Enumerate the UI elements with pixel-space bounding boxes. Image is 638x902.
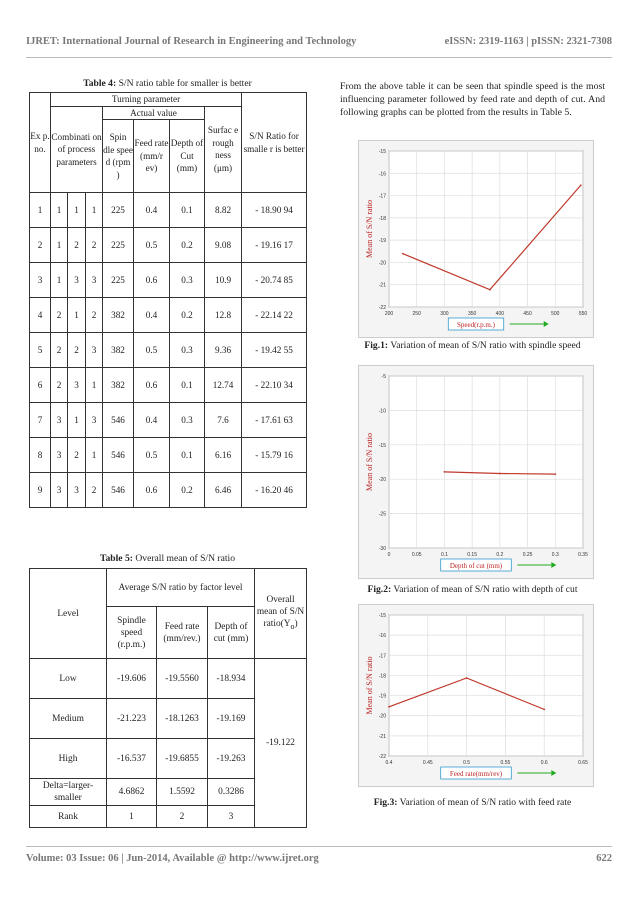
t4-cell-sn: - 22.10 34 <box>242 368 307 403</box>
data-point <box>499 473 501 475</box>
x-tick-label: 300 <box>440 311 449 317</box>
plot-area <box>389 376 583 548</box>
y-tick-label: -10 <box>378 408 386 415</box>
t4-cell-c3: 3 <box>86 333 103 368</box>
y-tick-label: -17 <box>378 193 386 200</box>
t4-cell-feed: 0.4 <box>134 193 170 228</box>
t4-cell-ra: 7.6 <box>205 403 242 438</box>
t4-cell-no: 4 <box>30 298 51 333</box>
x-tick-label: 0.45 <box>422 760 433 766</box>
t4-cell-c2: 3 <box>68 368 86 403</box>
x-tick-label: 0.3 <box>551 552 559 558</box>
table4 <box>29 92 307 508</box>
t5-h-feed: Feed rate (mm/rev.) <box>157 607 208 659</box>
y-tick-label: -30 <box>378 546 386 552</box>
t4-cell-sn: - 16.20 46 <box>242 473 307 508</box>
x-tick-label: 500 <box>551 311 560 317</box>
t5-h-spindle: Spindle speed (r.p.m.) <box>107 607 157 659</box>
arrow-head-icon <box>551 770 556 776</box>
t4-cell-feed: 0.5 <box>134 333 170 368</box>
t4-cell-feed: 0.5 <box>134 438 170 473</box>
x-tick-label: 350 <box>467 311 477 317</box>
t4-cell-sn: - 19.16 17 <box>242 228 307 263</box>
t4-cell-feed: 0.5 <box>134 228 170 263</box>
t4-cell-no: 2 <box>30 228 51 263</box>
figure-3-caption: Fig.3: Variation of mean of S/N ratio with feed rate <box>373 797 572 808</box>
t4-cell-no: 7 <box>30 403 51 438</box>
y-tick-label: -21 <box>378 282 386 289</box>
t4-cell-no: 3 <box>30 263 51 298</box>
t4-cell-sn: - 15.79 16 <box>242 438 307 473</box>
x-tick-label: 0.5 <box>463 760 471 766</box>
t4-cell-c1: 2 <box>51 298 68 333</box>
t5-cell-spindle: 1 <box>107 806 157 828</box>
chart-feed-rate <box>359 605 593 786</box>
t4-cell-depth: 0.2 <box>170 298 205 333</box>
y-tick-label: -20 <box>378 260 386 267</box>
t5-cell-spindle: -21.223 <box>107 699 157 739</box>
t5-h-overall: Overall mean of S/N $ratio(Y_o)$ <box>255 569 307 659</box>
t4-h-actual: Actual value <box>103 106 205 120</box>
y-tick-label: -25 <box>378 511 386 518</box>
t4-cell-no: 6 <box>30 368 51 403</box>
page-footer <box>26 853 612 864</box>
y-axis-label: Mean of S/N ratio <box>365 200 374 258</box>
table-row <box>30 333 307 368</box>
table-row <box>30 473 307 508</box>
table-row <box>30 368 307 403</box>
t5-cell-level: Low <box>30 659 107 699</box>
y-tick-label: -15 <box>378 613 386 619</box>
table-row <box>30 403 307 438</box>
t4-cell-c2: 3 <box>68 263 86 298</box>
t4-cell-c2: 2 <box>68 228 86 263</box>
x-tick-label: 0.15 <box>467 552 478 558</box>
table4-caption: Table 4: S/N ratio table for smaller is better <box>83 78 252 89</box>
figure-2-caption: Fig.2: Variation of mean of S/N ratio with depth of cut <box>367 584 578 595</box>
data-point <box>489 289 491 291</box>
t4-cell-sn: - 17.61 63 <box>242 403 307 438</box>
t5-cell-feed: 2 <box>157 806 208 828</box>
t4-cell-sn: - 19.42 55 <box>242 333 307 368</box>
table-row <box>30 438 307 473</box>
t5-cell-spindle: -16.537 <box>107 739 157 779</box>
table-row <box>30 228 307 263</box>
t4-cell-sn: - 20.74 85 <box>242 263 307 298</box>
t4-cell-c1: 1 <box>51 193 68 228</box>
t4-h-surface: Surfac e rough ness (μm) <box>205 106 242 193</box>
y-tick-label: -20 <box>378 713 386 720</box>
t4-cell-c1: 3 <box>51 438 68 473</box>
y-tick-label: -22 <box>378 754 386 760</box>
t4-cell-feed: 0.4 <box>134 403 170 438</box>
t4-cell-feed: 0.6 <box>134 368 170 403</box>
figure-1-caption: Fig.1: Variation of mean of S/N ratio with spindle speed <box>364 340 581 351</box>
t4-cell-no: 5 <box>30 333 51 368</box>
t4-cell-depth: 0.3 <box>170 263 205 298</box>
t4-cell-c1: 1 <box>51 228 68 263</box>
t4-cell-speed: 546 <box>103 473 134 508</box>
y-tick-label: -17 <box>378 653 386 660</box>
body-paragraph: From the above table it can be seen that spindle speed is the most influencing parameter followed by feed rate and depth of cut. And following graphs can be plotted from the results in Table 5. <box>340 81 605 119</box>
t4-cell-depth: 0.2 <box>170 228 205 263</box>
table5-caption: Table 5: Overall mean of S/N ratio <box>99 553 235 564</box>
t5-h-depth: Depth of cut (mm) <box>208 607 255 659</box>
x-tick-label: 0 <box>387 552 391 558</box>
t5-cell-depth: -18.934 <box>208 659 255 699</box>
table-row <box>30 659 307 699</box>
t5-cell-depth: -19.169 <box>208 699 255 739</box>
t4-cell-speed: 225 <box>103 263 134 298</box>
t4-cell-c1: 2 <box>51 333 68 368</box>
t5-cell-depth: 0.3286 <box>208 779 255 806</box>
footer-rule <box>26 846 612 847</box>
t5-overall-value: -19.122 <box>255 659 307 828</box>
t4-cell-c2: 1 <box>68 403 86 438</box>
t5-cell-feed: -19.5560 <box>157 659 208 699</box>
page-header <box>26 36 612 47</box>
figure-2 <box>358 365 594 579</box>
x-tick-label: 450 <box>523 311 532 317</box>
t4-cell-depth: 0.2 <box>170 473 205 508</box>
y-tick-label: -19 <box>378 693 386 700</box>
t4-cell-ra: 10.9 <box>205 263 242 298</box>
t4-cell-c3: 2 <box>86 228 103 263</box>
t4-cell-speed: 382 <box>103 333 134 368</box>
x-axis-label: Feed rate(mm/rev) <box>449 770 503 778</box>
chart-spindle-speed <box>359 141 593 337</box>
y-tick-label: -21 <box>378 733 386 740</box>
t4-cell-c3: 2 <box>86 473 103 508</box>
t4-cell-speed: 225 <box>103 228 134 263</box>
journal-name: IJRET: International Journal of Research in Engineering and Technology <box>26 36 357 47</box>
t5-h-avg: Average S/N ratio by factor level <box>107 569 255 607</box>
t4-cell-sn: - 22.14 22 <box>242 298 307 333</box>
t4-h-spindle: Spin dle spee d (rpm ) <box>103 120 134 193</box>
y-axis-label: Mean of S/N ratio <box>365 656 374 715</box>
y-tick-label: -18 <box>378 673 386 680</box>
plot-area <box>389 151 583 307</box>
figure-1 <box>358 140 594 338</box>
t4-cell-speed: 382 <box>103 298 134 333</box>
t5-cell-level: Delta=larger-smaller <box>30 779 107 806</box>
arrow-head-icon <box>544 321 549 327</box>
t4-cell-c1: 3 <box>51 473 68 508</box>
t4-cell-c3: 2 <box>86 298 103 333</box>
y-axis-label: Mean of S/N ratio <box>365 433 374 491</box>
y-tick-label: -20 <box>378 477 386 484</box>
t4-cell-ra: 9.08 <box>205 228 242 263</box>
t4-cell-c2: 2 <box>68 333 86 368</box>
t4-cell-no: 1 <box>30 193 51 228</box>
x-tick-label: 550 <box>578 311 588 317</box>
x-tick-label: 0.4 <box>385 760 393 766</box>
t4-cell-c3: 1 <box>86 438 103 473</box>
t4-cell-depth: 0.3 <box>170 333 205 368</box>
data-point <box>466 677 468 679</box>
figure-3 <box>358 604 594 787</box>
t4-cell-feed: 0.6 <box>134 473 170 508</box>
y-tick-label: -16 <box>378 633 386 640</box>
data-point <box>554 473 556 475</box>
table5 <box>29 568 307 828</box>
table-row <box>30 298 307 333</box>
x-tick-label: 0.2 <box>496 552 504 558</box>
data-point <box>388 706 390 708</box>
x-tick-label: 0.65 <box>578 760 588 766</box>
header-rule <box>26 57 612 58</box>
t4-cell-c3: 3 <box>86 263 103 298</box>
t4-cell-c2: 2 <box>68 438 86 473</box>
page-number: 622 <box>596 853 612 864</box>
x-tick-label: 0.1 <box>440 552 448 558</box>
x-axis-label: Speed(r.p.m.) <box>457 321 495 329</box>
x-tick-label: 250 <box>412 311 421 317</box>
t5-cell-feed: -19.6855 <box>157 739 208 779</box>
t4-cell-sn: - 18.90 94 <box>242 193 307 228</box>
x-tick-label: 400 <box>495 311 505 317</box>
chart-depth-of-cut <box>359 366 593 578</box>
t4-h-turning: Turning parameter <box>51 93 242 107</box>
y-tick-label: -16 <box>378 171 386 178</box>
t4-cell-depth: 0.1 <box>170 368 205 403</box>
t4-cell-ra: 12.74 <box>205 368 242 403</box>
t4-cell-c2: 1 <box>68 298 86 333</box>
t5-cell-depth: 3 <box>208 806 255 828</box>
table-row <box>30 193 307 228</box>
x-tick-label: 0.6 <box>540 760 548 766</box>
y-tick-label: -18 <box>378 215 386 222</box>
t5-cell-spindle: 4.6862 <box>107 779 157 806</box>
t4-cell-c1: 1 <box>51 263 68 298</box>
t5-cell-level: High <box>30 739 107 779</box>
t4-cell-ra: 12.8 <box>205 298 242 333</box>
t4-h-depth: Depth of Cut (mm) <box>170 120 205 193</box>
t4-cell-speed: 382 <box>103 368 134 403</box>
t4-cell-c2: 3 <box>68 473 86 508</box>
y-tick-label: -15 <box>378 149 386 155</box>
t5-cell-level: Medium <box>30 699 107 739</box>
footer-volume: Volume: 03 Issue: 06 | Jun-2014, Available @ http://www.ijret.org <box>26 853 319 864</box>
t4-cell-ra: 6.16 <box>205 438 242 473</box>
t4-cell-ra: 9.36 <box>205 333 242 368</box>
t4-cell-c3: 1 <box>86 193 103 228</box>
t4-cell-depth: 0.1 <box>170 193 205 228</box>
x-tick-label: 0.05 <box>411 552 422 558</box>
data-point <box>402 253 404 255</box>
t4-h-sn: S/N Ratio for smalle r is better <box>242 93 307 193</box>
t4-h-comb: Combinati on of process parameters <box>51 106 103 193</box>
t4-h-feed: Feed rate (mm/r ev) <box>134 120 170 193</box>
y-tick-label: -15 <box>378 442 386 449</box>
t4-cell-c1: 2 <box>51 368 68 403</box>
t5-cell-level: Rank <box>30 806 107 828</box>
x-tick-label: 200 <box>384 311 394 317</box>
t4-cell-no: 8 <box>30 438 51 473</box>
t5-cell-feed: -18.1263 <box>157 699 208 739</box>
data-point <box>543 708 545 710</box>
t4-cell-c1: 3 <box>51 403 68 438</box>
t4-cell-ra: 6.46 <box>205 473 242 508</box>
table-row <box>30 263 307 298</box>
x-tick-label: 0.55 <box>500 760 511 766</box>
t5-cell-depth: -19.263 <box>208 739 255 779</box>
y-tick-label: -22 <box>378 305 386 311</box>
t4-cell-speed: 225 <box>103 193 134 228</box>
arrow-head-icon <box>551 562 556 568</box>
t4-cell-speed: 546 <box>103 403 134 438</box>
y-tick-label: -5 <box>381 374 386 380</box>
y-tick-label: -19 <box>378 238 386 245</box>
data-point <box>444 471 446 473</box>
x-axis-label: Depth of cut (mm) <box>449 562 503 570</box>
t5-h-level: Level <box>30 569 107 659</box>
t4-h-exp: Ex p. no. <box>30 93 51 193</box>
t4-cell-speed: 546 <box>103 438 134 473</box>
data-point <box>580 184 582 186</box>
x-tick-label: 0.35 <box>578 552 588 558</box>
x-tick-label: 0.25 <box>522 552 533 558</box>
t4-cell-feed: 0.4 <box>134 298 170 333</box>
t5-cell-feed: 1.5592 <box>157 779 208 806</box>
t4-cell-ra: 8.82 <box>205 193 242 228</box>
t4-cell-depth: 0.3 <box>170 403 205 438</box>
t4-cell-c3: 1 <box>86 368 103 403</box>
t4-cell-c3: 3 <box>86 403 103 438</box>
t4-cell-depth: 0.1 <box>170 438 205 473</box>
t4-cell-no: 9 <box>30 473 51 508</box>
t4-cell-feed: 0.6 <box>134 263 170 298</box>
journal-issn: eISSN: 2319-1163 | pISSN: 2321-7308 <box>444 36 612 47</box>
t4-cell-c2: 1 <box>68 193 86 228</box>
t5-cell-spindle: -19.606 <box>107 659 157 699</box>
